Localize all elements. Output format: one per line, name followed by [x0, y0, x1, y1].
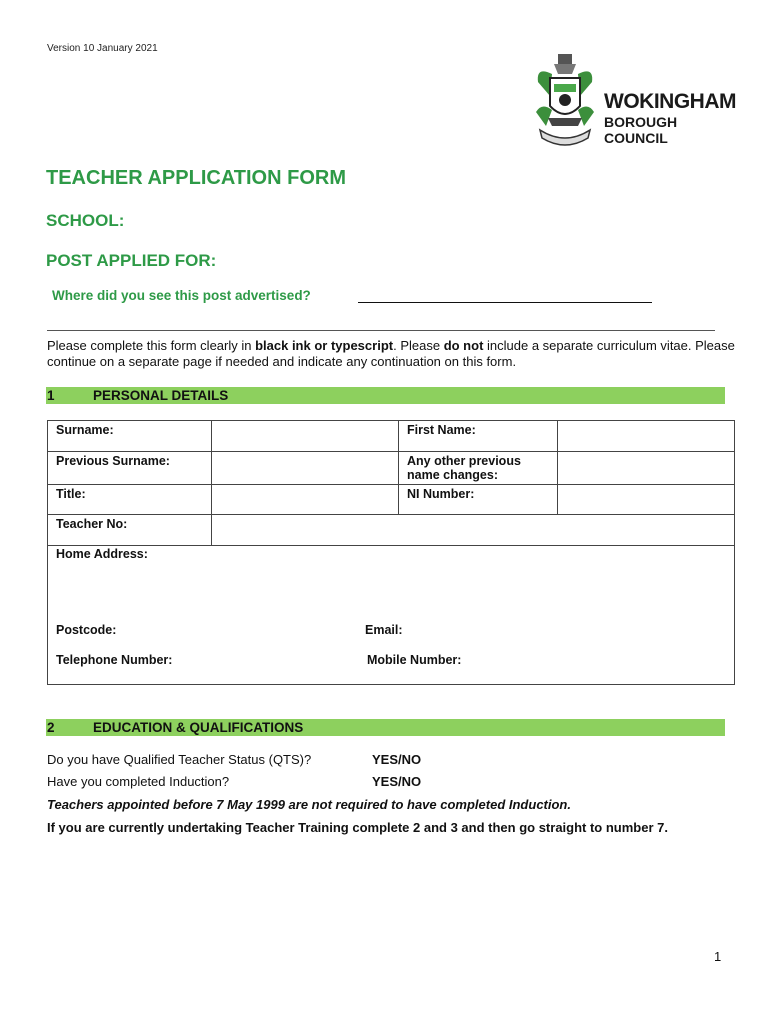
first-name-field[interactable]: [558, 421, 735, 452]
ni-number-field[interactable]: [558, 485, 735, 515]
post-label: POST APPLIED FOR:: [46, 251, 217, 270]
intro-text: Please complete this form clearly in black ink or typescript. Please do not include a separate curriculum vitae. Please continue on a separate page if needed and indicate any continuation on this form.: [47, 338, 735, 369]
home-address-label: Home Address:: [56, 547, 148, 561]
induction-answer[interactable]: YES/NO: [372, 774, 422, 789]
induction-question: Have you completed Induction?: [47, 774, 230, 789]
divider: [47, 330, 715, 331]
teacher-no-label: Teacher No:: [48, 515, 212, 546]
training-note: If you are currently undertaking Teacher Training complete 2 and 3 and then go straight to number 7.: [47, 820, 668, 835]
advertised-question: Where did you see this post advertised?: [52, 288, 311, 303]
page-number: 1: [714, 949, 722, 964]
personal-details-table: [47, 420, 735, 546]
qts-question: Do you have Qualified Teacher Status (QTS)?: [47, 752, 312, 767]
other-names-field[interactable]: [558, 452, 735, 485]
postcode-label: Postcode:: [56, 623, 117, 637]
section-title: PERSONAL DETAILS: [93, 388, 229, 403]
advertised-answer-field[interactable]: [358, 302, 652, 303]
org-name-line1: WOKINGHAM: [604, 90, 736, 113]
ni-number-label: NI Number:: [399, 485, 558, 515]
org-name-line2: BOROUGH COUNCIL: [604, 114, 678, 146]
induction-note: Teachers appointed before 7 May 1999 are not required to have completed Induction.: [47, 797, 571, 812]
surname-label: Surname:: [48, 421, 212, 452]
first-name-label: First Name:: [399, 421, 558, 452]
previous-surname-label: Previous Surname:: [48, 452, 212, 485]
section-title: EDUCATION & QUALIFICATIONS: [93, 720, 304, 735]
previous-surname-field[interactable]: [212, 452, 399, 485]
title-field[interactable]: [212, 485, 399, 515]
title-label: Title:: [48, 485, 212, 515]
teacher-no-field[interactable]: [212, 515, 735, 546]
form-title: TEACHER APPLICATION FORM: [46, 167, 346, 189]
qts-answer[interactable]: YES/NO: [372, 752, 422, 767]
version-text: Version 10 January 2021: [47, 43, 158, 54]
surname-field[interactable]: [212, 421, 399, 452]
telephone-label: Telephone Number:: [56, 653, 173, 667]
section-number: 2: [47, 720, 55, 735]
council-crest-icon: [532, 52, 598, 148]
council-logo: [532, 52, 736, 148]
email-label: Email:: [365, 623, 403, 637]
mobile-label: Mobile Number:: [367, 653, 462, 667]
section-1-header: [46, 387, 725, 404]
address-box[interactable]: [47, 545, 735, 685]
other-names-label: Any other previous name changes:: [399, 452, 558, 485]
school-label: SCHOOL:: [46, 211, 125, 230]
section-2-header: [46, 719, 725, 736]
section-number: 1: [47, 388, 55, 403]
